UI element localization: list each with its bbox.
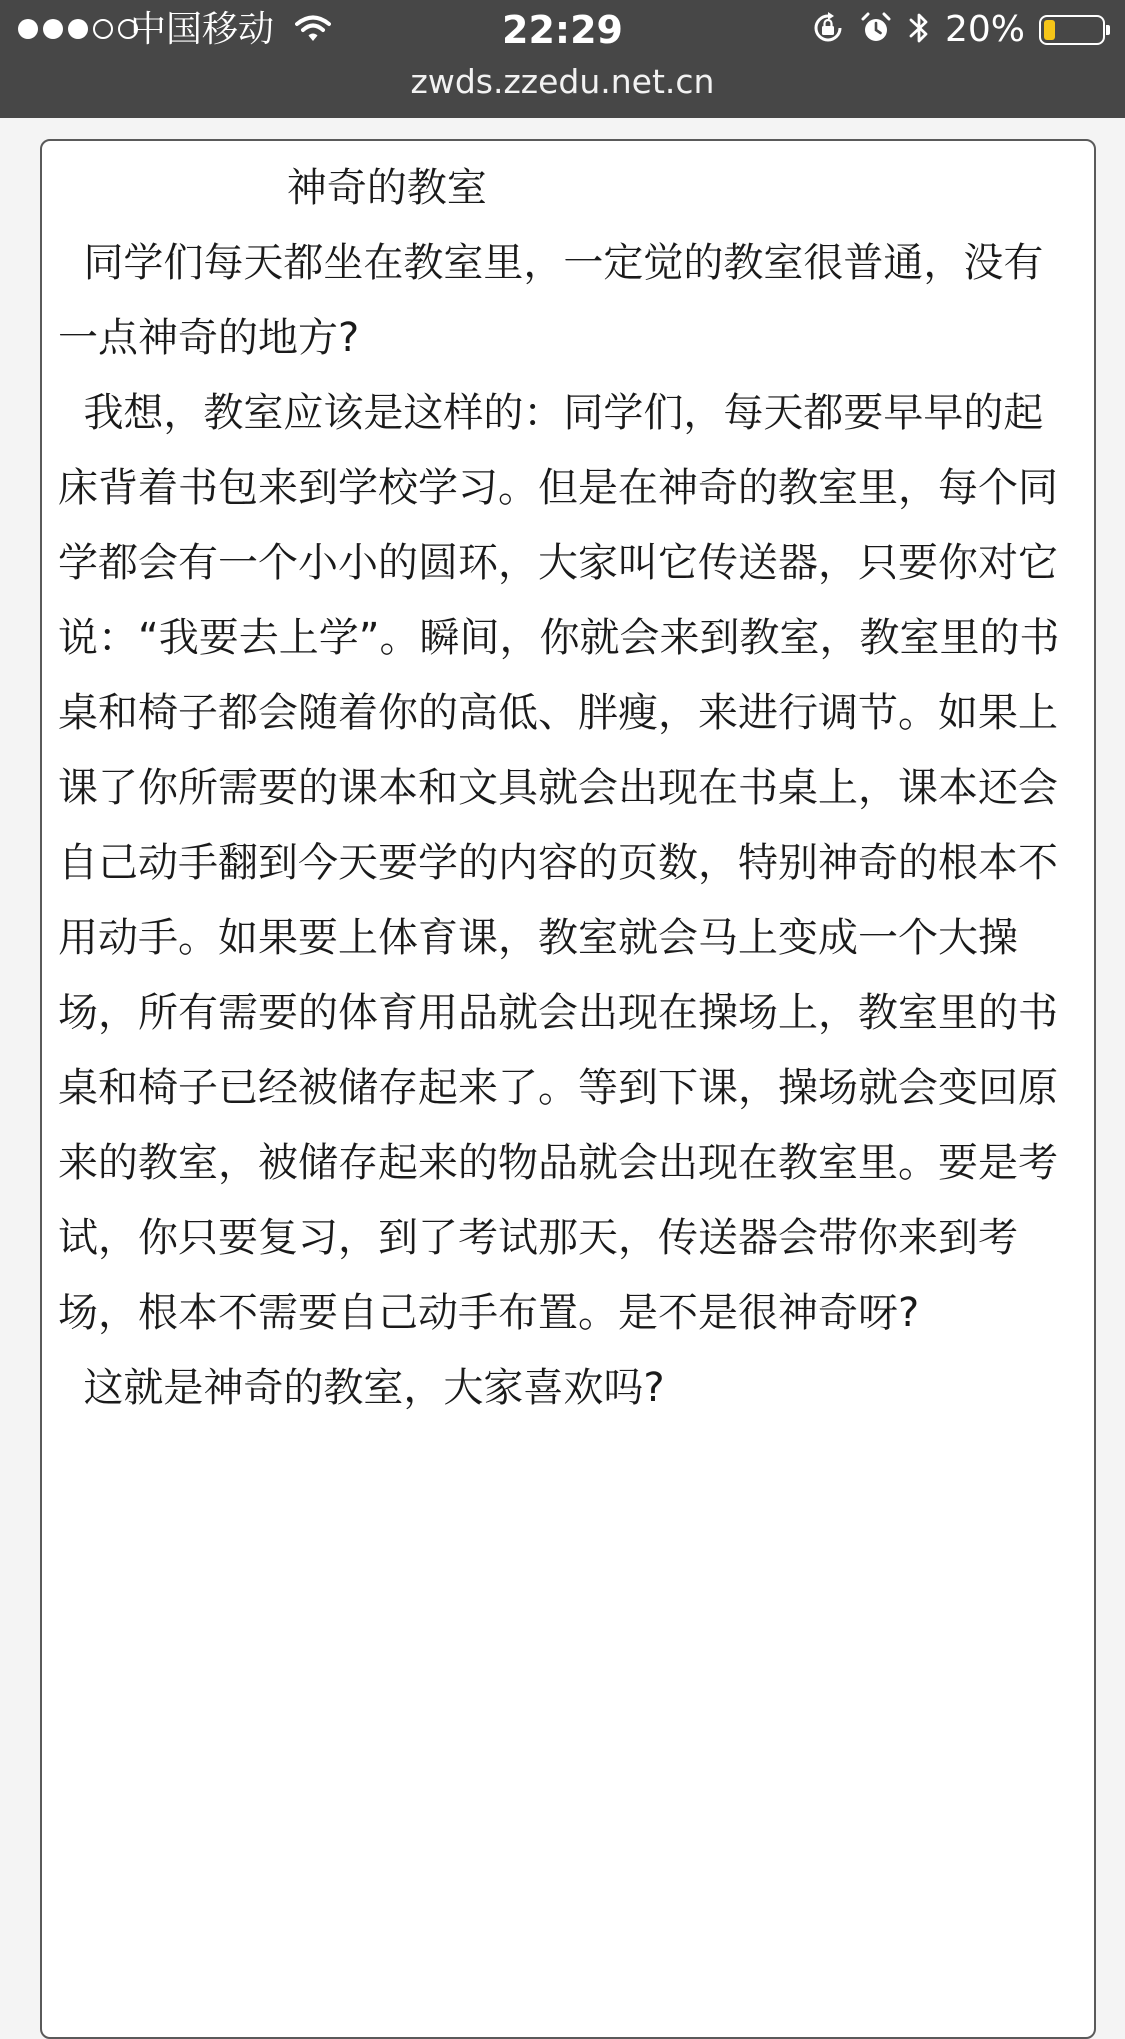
battery-percent: 20% (944, 9, 1025, 50)
article-paragraph: 同学们每天都坐在教室里，一定觉的教室很普通，没有一点神奇的地方? (58, 240, 1044, 361)
browser-top-bar (0, 0, 1125, 118)
rotation-lock-icon (811, 11, 845, 49)
battery-icon (1039, 15, 1105, 45)
content-card (40, 139, 1096, 2039)
status-bar (0, 0, 1125, 60)
article-body (58, 151, 1080, 1426)
battery-level-fill (1044, 20, 1055, 40)
carrier-name: 中国移动 (130, 9, 275, 50)
article-title: 神奇的教室 (58, 165, 487, 211)
article-paragraph: 我想，教室应该是这样的：同学们，每天都要早早的起床背着书包来到学校学习。但是在神奇的教室里，每个同学都会有一个小小的圆环，大家叫它传送器，只要你对它说：“我要去上学”。瞬间，你就会来到教室，教室里的书桌和椅子都会随着你的高低、胖瘦，来进行调节。如果上课了你所需要的课本和文具就会出现在书桌上，课本还会自己动手翻到今天要学的内容的页数，特别神奇的根本不用动手。如果要上体育课，教室就会马上变成一个大操场，所有需要的体育用品就会出现在操场上，教室里的书桌和椅子已经被储存起来了。等到下课，操场就会变回原来的教室，被储存起来的物品就会出现在教室里。要是考试，你只要复习，到了考试那天，传送器会带你来到考场，根本不需要自己动手布置。是不是很神奇呀? (58, 390, 1060, 1336)
address-bar[interactable] (0, 60, 1125, 104)
alarm-icon (859, 11, 893, 49)
clock-time: 22:29 (502, 8, 623, 52)
article-paragraph: 这就是神奇的教室，大家喜欢吗? (58, 1365, 665, 1411)
url-text[interactable]: zwds.zzedu.net.cn (410, 62, 715, 101)
status-right-group (811, 10, 1111, 50)
bluetooth-icon (907, 10, 931, 50)
